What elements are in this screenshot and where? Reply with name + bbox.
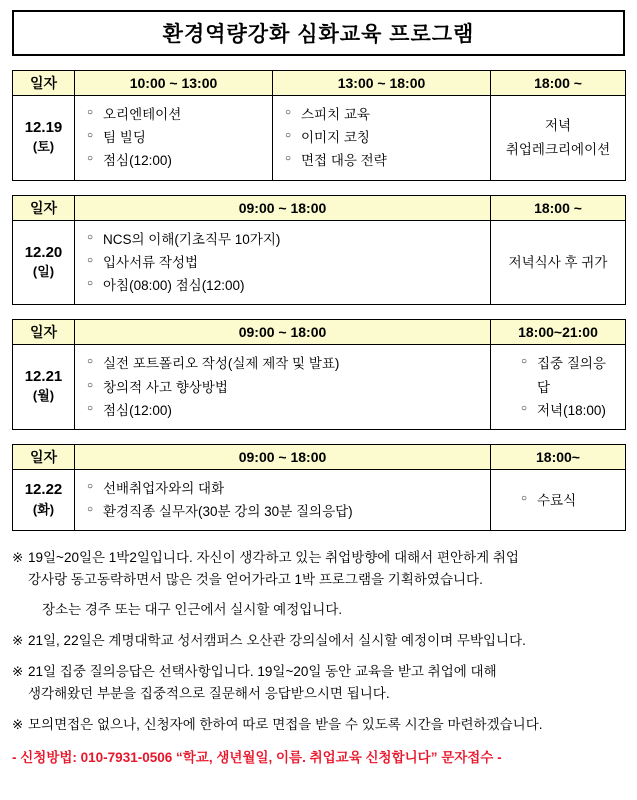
note-item xyxy=(12,630,625,652)
header-slot-2: 18:00 ~ xyxy=(491,195,626,220)
list-item: ○ 오리엔테이션 xyxy=(87,103,264,126)
cell-afternoon-session xyxy=(273,96,491,181)
note-body xyxy=(28,630,625,652)
table-header-row xyxy=(13,320,626,345)
header-date: 일자 xyxy=(13,71,75,96)
note-item xyxy=(12,547,625,621)
list-item: ○ 환경직종 실무자(30분 강의 30분 질의응답) xyxy=(87,500,482,523)
table-row xyxy=(13,220,626,305)
note-body xyxy=(28,547,625,621)
cell-evening-session xyxy=(491,345,626,430)
note-mark-icon: ※ xyxy=(12,716,24,732)
list-item: ○ 아침(08:00) 점심(12:00) xyxy=(87,274,482,297)
note-item xyxy=(12,661,625,705)
page-title-text: 환경역량강화 심화교육 프로그램 xyxy=(162,23,475,46)
table-row xyxy=(13,469,626,530)
row-date xyxy=(13,469,75,530)
note-line: 21일, 22일은 계명대학교 성서캠퍼스 오산관 강의실에서 실시할 예정이며 무박입니다. xyxy=(28,632,526,648)
list-item: ○ NCS의 이해(기초직무 10가지) xyxy=(87,228,482,251)
note-line: 생각해왔던 부분을 집중적으로 질문해서 응답받으시면 됩니다. xyxy=(28,685,390,701)
list-item: ○ 점심(12:00) xyxy=(87,399,482,422)
schedule-table-day2 xyxy=(12,195,626,306)
list-item: ○ 입사서류 작성법 xyxy=(87,251,482,274)
evening-line-2: 취업레크리에이션 xyxy=(505,141,611,157)
list-item: ○ 면접 대응 전략 xyxy=(285,149,482,172)
list-item: ○ 팀 빌딩 xyxy=(87,126,264,149)
header-slot-2: 18:00~ xyxy=(491,444,626,469)
row-day-of-week: (일) xyxy=(32,263,55,279)
header-date: 일자 xyxy=(13,444,75,469)
cell-morning-session xyxy=(75,96,273,181)
notes-section xyxy=(12,547,625,769)
list-item: ○ 점심(12:00) xyxy=(87,149,264,172)
note-line: 장소는 경주 또는 대구 인근에서 실시할 예정입니다. xyxy=(42,602,343,618)
table-header-row xyxy=(13,444,626,469)
row-date-value: 12.21 xyxy=(24,368,63,386)
note-body xyxy=(28,661,625,705)
contact-line: - 신청방법: 010-7931-0506 “학교, 생년월일, 이름. 취업교육 신청합니다” 문자접수 - xyxy=(12,750,502,766)
note-line: 21일 집중 질의응답은 선택사항입니다. 19일~20일 동안 교육을 받고 취업에 대해 xyxy=(28,663,497,679)
page-title xyxy=(12,10,625,56)
row-day-of-week: (화) xyxy=(32,501,55,517)
list-item: ○ 이미지 코칭 xyxy=(285,126,482,149)
row-date-value: 12.19 xyxy=(24,118,63,136)
evening-line-1: 저녁 xyxy=(544,118,572,134)
list-item: ○ 집중 질의응답 xyxy=(521,352,617,398)
schedule-table-day4 xyxy=(12,444,626,531)
note-item xyxy=(12,714,625,736)
table-row xyxy=(13,96,626,181)
cell-evening-session xyxy=(491,220,626,305)
row-date xyxy=(13,96,75,181)
cell-daytime-session xyxy=(75,469,491,530)
header-slot-2: 18:00~21:00 xyxy=(491,320,626,345)
header-slot-1: 09:00 ~ 18:00 xyxy=(75,320,491,345)
header-date: 일자 xyxy=(13,195,75,220)
header-slot-2: 13:00 ~ 18:00 xyxy=(273,71,491,96)
table-header-row xyxy=(13,71,626,96)
note-mark-icon: ※ xyxy=(12,663,24,679)
list-item: ○ 실전 포트폴리오 작성(실제 제작 및 발표) xyxy=(87,352,482,375)
row-date xyxy=(13,345,75,430)
cell-daytime-session xyxy=(75,220,491,305)
list-item: ○ 수료식 xyxy=(521,489,617,512)
header-date: 일자 xyxy=(13,320,75,345)
row-day-of-week: (월) xyxy=(32,388,55,404)
row-day-of-week: (토) xyxy=(32,139,55,155)
cell-evening-session xyxy=(491,96,626,181)
evening-line-1: 저녁식사 후 귀가 xyxy=(508,254,608,270)
header-slot-1: 10:00 ~ 13:00 xyxy=(75,71,273,96)
schedule-table-day1 xyxy=(12,70,626,181)
row-date xyxy=(13,220,75,305)
cell-evening-session xyxy=(491,469,626,530)
note-line: 강사랑 동고동락하면서 많은 것을 얻어가라고 1박 프로그램을 기획하였습니다. xyxy=(28,572,483,588)
list-item: ○ 창의적 사고 향상방법 xyxy=(87,376,482,399)
table-header-row xyxy=(13,195,626,220)
header-slot-3: 18:00 ~ xyxy=(491,71,626,96)
row-date-value: 12.22 xyxy=(24,481,63,499)
header-slot-1: 09:00 ~ 18:00 xyxy=(75,444,491,469)
list-item: ○ 선배취업자와의 대화 xyxy=(87,477,482,500)
table-row xyxy=(13,345,626,430)
note-mark-icon: ※ xyxy=(12,632,24,648)
header-slot-1: 09:00 ~ 18:00 xyxy=(75,195,491,220)
schedule-table-day3 xyxy=(12,319,626,430)
row-date-value: 12.20 xyxy=(24,243,63,261)
note-body xyxy=(28,714,625,736)
list-item: ○ 저녁(18:00) xyxy=(521,399,617,422)
cell-daytime-session xyxy=(75,345,491,430)
note-mark-icon: ※ xyxy=(12,550,24,566)
list-item: ○ 스피치 교육 xyxy=(285,103,482,126)
note-line: 19일~20일은 1박2일입니다. 자신이 생각하고 있는 취업방향에 대해서 편안하게 취업 xyxy=(28,550,519,566)
note-line: 모의면접은 없으나, 신청자에 한하여 따로 면접을 받을 수 있도록 시간을 마련하겠습니다. xyxy=(28,716,543,732)
